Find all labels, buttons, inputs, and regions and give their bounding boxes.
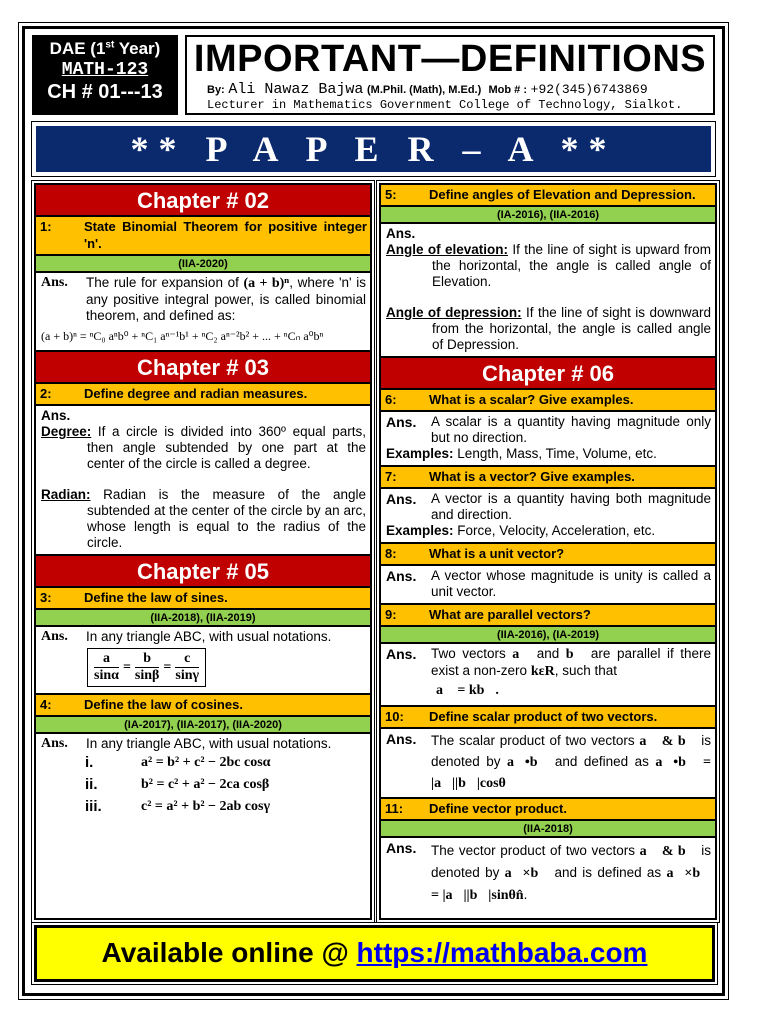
- website-link[interactable]: https://mathbaba.com: [356, 937, 648, 968]
- question-1: 1: State Binomial Theorem for positive integer 'n'.: [36, 217, 370, 256]
- exam-reference: (IIA-2020): [36, 256, 370, 273]
- binomial-formula: (a + b)ⁿ = ⁿC₀ aⁿb⁰ + ⁿC₁ aⁿ⁻¹b¹ + ⁿC₂ aⁿ⁻²b² + ... + ⁿCₙ a⁰bⁿ: [41, 329, 324, 343]
- answer-5: Ans. Angle of elevation: If the line of sight is upward from the horizontal, the angle is called angle of Elevation. Angle of depression: If the line of sight is downward from the horizontal, the angle is called angle of Depression.: [381, 224, 715, 358]
- depression-term: Angle of depression:: [386, 305, 522, 320]
- parallel-equation: a⃗ = kb⃗.: [436, 683, 499, 698]
- exam-reference: (IIA-2018), (IIA-2019): [36, 610, 370, 627]
- cosine-law-ii: ii. b² = c² + a² − 2ca cosβ: [85, 776, 270, 793]
- chapter-heading: Chapter # 03: [36, 352, 370, 384]
- question-8: 8: What is a unit vector?: [381, 544, 715, 566]
- author-name: Ali Nawaz Bajwa: [228, 81, 364, 98]
- answer-10: Ans. The scalar product of two vectors a⃗ & b⃗ is denoted by a⃗•b⃗ and defined as a⃗•b⃗ = |a⃗||b⃗|cosθ: [381, 729, 715, 799]
- question-3: 3: Define the law of sines.: [36, 588, 370, 610]
- lecturer-line: Lecturer in Mathematics Government College of Technology, Sialkot.: [207, 98, 683, 112]
- question-9: 9: What are parallel vectors?: [381, 605, 715, 627]
- paper-banner: ** P A P E R – A **: [32, 122, 715, 176]
- radian-term: Radian:: [41, 487, 91, 502]
- answer-11: Ans. The vector product of two vectors a⃗ & b⃗ is denoted by a⃗×b⃗ and is defined as a⃗×b⃗ = |a⃗||b⃗|sinθn̂.: [386, 840, 712, 903]
- chapter-heading: Chapter # 05: [36, 556, 370, 588]
- right-column: [379, 183, 717, 920]
- course-code: MATH-123: [61, 60, 149, 80]
- author-line: By: Ali Nawaz Bajwa (M.Phil. (Math), M.Ed.) Mob # : +92(345)6743869: [207, 81, 648, 98]
- answer-9: Ans. Two vectors a⃗ and b⃗ are parallel if there exist a non-zero kεR, such that a⃗ = kb⃗.: [381, 644, 715, 707]
- question-10: 10: Define scalar product of two vectors.: [381, 707, 715, 729]
- answer-2: Ans. Degree: If a circle is divided into 360º equal parts, then angle subtended by one part at the center of the circle is called a degree. Radian: Radian is the measure of the angle subtended at the center of the circle by an arc, whose length is equal to the radius of the circle.: [36, 406, 370, 556]
- chapter-range: CH # 01---13: [47, 81, 163, 103]
- degree-term: Degree:: [41, 424, 92, 439]
- cosine-law-i: i. a² = b² + c² − 2bc cosα: [85, 754, 271, 771]
- page-title: IMPORTANT—DEFINITIONS: [193, 38, 707, 80]
- footer-text: Available online @: [101, 937, 357, 968]
- answer-4: Ans. In any triangle ABC, with usual notations. i. a² = b² + c² − 2bc cosα ii. b² = c² + a² − 2ca cosβ iii. c² = a² + b² − 2ab cosγ: [36, 734, 370, 821]
- mobile-number: +92(345)6743869: [530, 82, 648, 97]
- question-2: 2: Define degree and radian measures.: [36, 384, 370, 406]
- chapter-heading: Chapter # 06: [381, 358, 715, 390]
- footer-banner: [34, 925, 715, 982]
- cosine-law-iii: iii. c² = a² + b² − 2ab cosγ: [85, 798, 271, 815]
- author-qualification: (M.Phil. (Math), M.Ed.): [367, 84, 482, 96]
- exam-reference: (IA-2017), (IIA-2017), (IIA-2020): [36, 717, 370, 734]
- chapter-heading: Chapter # 02: [36, 185, 370, 217]
- law-of-sines-formula: $\frac{a}{\sin\alpha}$ = $\frac{b}{\sin\beta}$ = $\frac{c}{\sin\gamma}$: [87, 648, 206, 687]
- exam-reference: (IIA-2018): [381, 821, 715, 838]
- course-year: DAE (1st Year): [49, 39, 161, 58]
- question-6: 6: What is a scalar? Give examples.: [381, 390, 715, 412]
- exam-reference: (IA-2016), (IIA-2016): [381, 207, 715, 224]
- question-5: 5: Define angles of Elevation and Depression.: [381, 185, 715, 207]
- answer-3: Ans. In any triangle ABC, with usual notations. $\frac{a}{\sin\alpha}$ = $\frac{b}{\sin\beta}$ = $\frac{c}{\sin\gamma}$: [36, 627, 370, 695]
- answer-1: Ans. The rule for expansion of (a + b)ⁿ, where 'n' is any positive integral power, is called binomial theorem, and defined as: (a + b)ⁿ = ⁿC₀ aⁿb⁰ + ⁿC₁ aⁿ⁻¹b¹ + ⁿC₂ aⁿ⁻²b² + ... + ⁿCₙ a⁰bⁿ: [36, 273, 370, 352]
- elevation-term: Angle of elevation:: [386, 242, 508, 257]
- question-4: 4: Define the law of cosines.: [36, 695, 370, 717]
- left-column: [34, 183, 372, 920]
- question-11: 11: Define vector product.: [381, 799, 715, 821]
- answer-8: Ans. A vector whose magnitude is unity is called a unit vector.: [381, 566, 715, 605]
- course-badge: [32, 35, 178, 115]
- exam-reference: (IIA-2016), (IA-2019): [381, 627, 715, 644]
- question-7: 7: What is a vector? Give examples.: [381, 467, 715, 489]
- header-box: [185, 35, 715, 115]
- answer-7: Ans. A vector is a quantity having both magnitude and direction. Examples: Force, Velocity, Acceleration, etc.: [381, 489, 715, 544]
- answer-6: Ans. A scalar is a quantity having magnitude only but no direction. Examples: Length, Mass, Time, Volume, etc.: [381, 412, 715, 467]
